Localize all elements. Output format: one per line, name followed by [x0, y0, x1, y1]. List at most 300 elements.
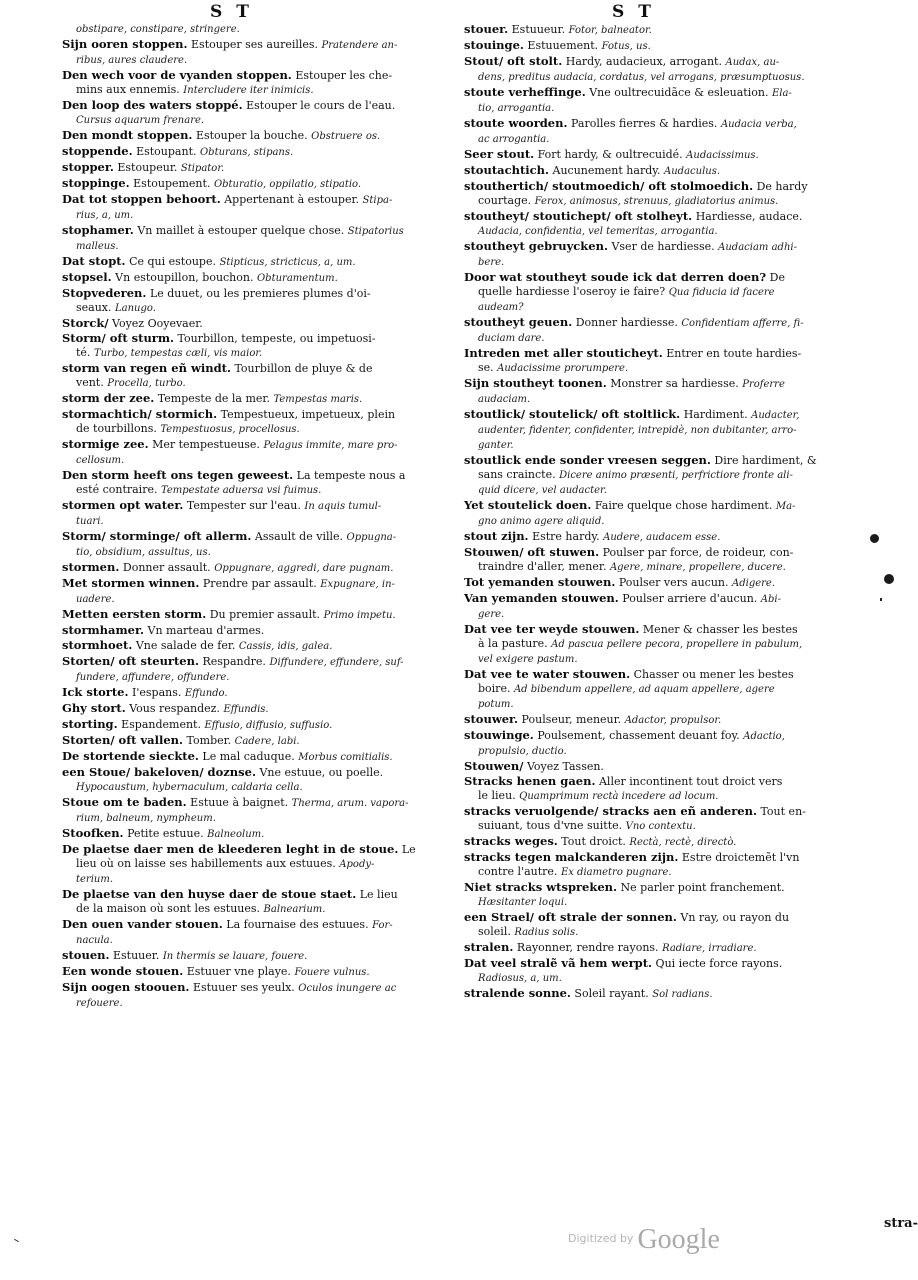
french-gloss: Poulser arriere d'aucun. — [622, 592, 758, 605]
headword: stralende sonne. — [464, 986, 571, 1000]
headword: stoppinge. — [62, 176, 130, 190]
latin-gloss: Agere, minare, propellere, ducere. — [609, 562, 786, 573]
dictionary-line — [62, 545, 460, 560]
latin-gloss: Vno contextu. — [625, 821, 696, 832]
dictionary-line — [464, 300, 858, 315]
dictionary-line — [464, 346, 858, 361]
headword: stoute verheffinge. — [464, 85, 586, 99]
headword: stormachtich/ stormich. — [62, 407, 218, 421]
latin-gloss: Audax, au- — [725, 57, 780, 68]
french-gloss: suiuant, tous d'vne suitte. — [478, 819, 623, 832]
latin-gloss: Confidentiam afferre, fi- — [681, 318, 804, 329]
latin-gloss: cellosum. — [76, 455, 125, 466]
french-gloss: Poulser vers aucun. — [618, 576, 729, 589]
french-gloss: le lieu. — [478, 789, 516, 802]
headword: stoutlick/ stoutelick/ oft stoltlick. — [464, 407, 681, 421]
dictionary-line — [62, 22, 460, 37]
latin-gloss: audenter, fidenter, confidenter, intrepidè, non dubitanter, arro- — [478, 425, 797, 436]
french-gloss: Estuuer ses yeulx. — [192, 981, 295, 994]
dictionary-line — [464, 774, 858, 789]
dictionary-line — [62, 98, 460, 113]
french-gloss: Parolles fierres & hardies. — [570, 117, 718, 130]
latin-gloss: Fotor, balneator. — [568, 25, 652, 36]
dictionary-line — [464, 956, 858, 971]
french-gloss: Espandement. — [121, 718, 201, 731]
headword: stoutlick ende sonder vreesen seggen. — [464, 453, 711, 467]
headword: stouwer. — [464, 712, 519, 726]
headword: Storck/ — [62, 316, 109, 330]
latin-gloss: Stipator. — [180, 163, 225, 174]
french-gloss: Le duuet, ou les premieres plumes d'oi- — [149, 287, 371, 300]
dictionary-line — [62, 422, 460, 437]
dictionary-line — [464, 194, 858, 209]
french-gloss: seaux. — [76, 301, 112, 314]
dictionary-line — [62, 529, 460, 545]
dictionary-line — [464, 70, 858, 85]
dictionary-line — [62, 468, 460, 483]
headword: Stouwen/ — [464, 759, 524, 773]
french-gloss: I'espans. — [132, 686, 182, 699]
french-gloss: Tempestueux, impetueux, plein — [220, 408, 396, 421]
latin-gloss: Procella, turbo. — [107, 378, 186, 389]
dictionary-line — [62, 128, 460, 144]
dictionary-line — [464, 545, 858, 560]
latin-gloss: quid dicere, vel audacter. — [478, 485, 607, 496]
latin-gloss: malleus. — [76, 241, 119, 252]
latin-gloss: Abi- — [760, 594, 781, 605]
dictionary-line — [464, 315, 858, 331]
latin-gloss: Audaculus. — [664, 166, 721, 177]
french-gloss: Assault de ville. — [254, 530, 344, 543]
headword: Stopvederen. — [62, 286, 147, 300]
ink-blot — [884, 574, 894, 584]
headword: Door wat stoutheyt soude ick dat derren doen? — [464, 270, 767, 284]
french-gloss: Prendre par assault. — [202, 577, 317, 590]
dictionary-line — [62, 208, 460, 223]
french-gloss: Hardiment. — [683, 408, 748, 421]
headword: stoute woorden. — [464, 116, 568, 130]
running-head-right: S T — [612, 2, 655, 22]
french-gloss: Estuuer vne playe. — [186, 965, 291, 978]
french-gloss: Hardiesse, audace. — [695, 210, 803, 223]
latin-gloss: Stipa- — [362, 195, 393, 206]
dictionary-line — [62, 176, 460, 192]
headword: stormen opt water. — [62, 498, 184, 512]
french-gloss: La tempeste nous a — [296, 469, 406, 482]
dictionary-line — [464, 880, 858, 895]
dictionary-line — [464, 101, 858, 116]
latin-gloss: potum. — [478, 699, 514, 710]
dictionary-line — [62, 795, 460, 811]
latin-gloss: Pelagus immite, mare pro- — [263, 440, 398, 451]
french-gloss: De — [769, 271, 785, 284]
dictionary-line — [464, 147, 858, 163]
french-gloss: Soleil rayant. — [574, 987, 649, 1000]
dictionary-line — [464, 85, 858, 101]
latin-gloss: Audaciam adhi- — [718, 242, 797, 253]
french-gloss: Hardy, audacieux, arrogant. — [565, 55, 722, 68]
dictionary-line — [62, 560, 460, 576]
latin-gloss: vel exigere pastum. — [478, 654, 578, 665]
french-gloss: Vne salade de fer. — [135, 639, 236, 652]
latin-gloss: Ferox, animosus, strenuus, gladiatorius animus. — [534, 196, 779, 207]
latin-gloss: Audacissime prorumpere. — [497, 363, 629, 374]
dictionary-line — [464, 895, 858, 910]
french-gloss: Appertenant à estouper. — [224, 193, 360, 206]
latin-gloss: Expugnare, in- — [320, 579, 395, 590]
french-gloss: Le — [401, 843, 416, 856]
french-gloss: Tout en- — [760, 805, 806, 818]
latin-gloss: Audere, audacem esse. — [603, 532, 721, 543]
dictionary-line — [62, 717, 460, 733]
running-head-left: S T — [210, 2, 253, 22]
headword: stracks weges. — [464, 834, 558, 848]
dictionary-line — [464, 255, 858, 270]
dictionary-line — [464, 498, 858, 514]
dictionary-line — [62, 948, 460, 964]
latin-gloss: rium, balneum, nympheum. — [76, 813, 216, 824]
headword: Ick storte. — [62, 685, 129, 699]
dictionary-line — [464, 940, 858, 956]
headword: stophamer. — [62, 223, 134, 237]
french-gloss: Ne parler point franchement. — [620, 881, 785, 894]
french-gloss: Vous respandez. — [129, 702, 220, 715]
french-gloss: Qui iecte force rayons. — [655, 957, 783, 970]
dictionary-line — [62, 933, 460, 948]
dictionary-line — [62, 270, 460, 286]
french-gloss: Tourbillon de pluye & de — [234, 362, 373, 375]
french-gloss: Poulseur, meneur. — [521, 713, 622, 726]
dictionary-line — [62, 670, 460, 685]
french-gloss: de la maison où sont les estuues. — [76, 902, 261, 915]
dictionary-line — [62, 749, 460, 765]
latin-gloss: Tempestuosus, procellosus. — [160, 424, 300, 435]
dictionary-line — [464, 22, 858, 38]
dictionary-line — [62, 160, 460, 176]
latin-gloss: Turbo, tempestas cæli, vis maior. — [93, 348, 263, 359]
dictionary-line — [62, 685, 460, 701]
latin-gloss: gere. — [478, 609, 505, 620]
latin-gloss: Ex diametro pugnare. — [560, 867, 672, 878]
dictionary-line — [62, 811, 460, 826]
dictionary-line — [62, 254, 460, 270]
french-gloss: Vn marteau d'armes. — [147, 624, 265, 637]
french-gloss: courtage. — [478, 194, 532, 207]
dictionary-line — [464, 622, 858, 637]
latin-gloss: Obstruere os. — [311, 131, 381, 142]
dictionary-line — [62, 857, 460, 872]
dictionary-line — [62, 623, 460, 638]
dictionary-line — [464, 361, 858, 376]
french-gloss: boire. — [478, 682, 511, 695]
dictionary-line — [464, 116, 858, 132]
headword: stracks tegen malckanderen zijn. — [464, 850, 679, 864]
french-gloss: Tourbillon, tempeste, ou impetuosi- — [177, 332, 376, 345]
dictionary-line — [464, 744, 858, 759]
headword: De plaetse van den huyse daer de stoue staet. — [62, 887, 357, 901]
dictionary-line — [62, 453, 460, 468]
latin-gloss: In aquis tumul- — [304, 501, 382, 512]
latin-gloss: In thermis se lauare, fouere. — [162, 951, 308, 962]
french-gloss: La fournaise des estuues. — [226, 918, 369, 931]
latin-gloss: propulsio, ductio. — [478, 746, 567, 757]
dictionary-line — [464, 376, 858, 392]
french-gloss: De hardy — [756, 180, 808, 193]
dictionary-line — [464, 637, 858, 652]
headword: Sijn oogen stoouen. — [62, 980, 190, 994]
french-gloss: Faire quelque chose hardiment. — [594, 499, 773, 512]
headword: stoutheyt gebruycken. — [464, 239, 608, 253]
headword: stormhoet. — [62, 638, 133, 652]
latin-gloss: Oculos inungere ac — [298, 983, 397, 994]
headword: Sijn ooren stoppen. — [62, 37, 188, 51]
french-gloss: Rayonner, rendre rayons. — [516, 941, 659, 954]
headword: Metten eersten storm. — [62, 607, 207, 621]
french-gloss: soleil. — [478, 925, 511, 938]
headword: Niet stracks wtspreken. — [464, 880, 618, 894]
headword: storm van regen eñ windt. — [62, 361, 231, 375]
french-gloss: mins aux ennemis. — [76, 83, 180, 96]
dictionary-line — [464, 591, 858, 607]
dictionary-line — [464, 652, 858, 667]
french-gloss: Estuuement. — [527, 39, 599, 52]
latin-gloss: Fotus, us. — [601, 41, 651, 52]
headword: stormhamer. — [62, 623, 144, 637]
dictionary-line — [464, 850, 858, 865]
headword: De plaetse daer men de kleederen leght in de stoue. — [62, 842, 399, 856]
headword: stopper. — [62, 160, 114, 174]
dictionary-line — [62, 980, 460, 996]
dictionary-line — [464, 453, 858, 468]
ink-speck — [880, 598, 882, 601]
dictionary-line — [62, 361, 460, 376]
french-gloss: Tempeste de la mer. — [157, 392, 270, 405]
dictionary-line — [464, 224, 858, 239]
dictionary-line — [464, 789, 858, 804]
dictionary-line — [62, 301, 460, 316]
french-gloss: Aller incontinent tout droict vers — [598, 775, 783, 788]
dictionary-line — [62, 376, 460, 391]
latin-gloss: Dicere animo præsenti, perfrictiore fronte ali- — [559, 470, 793, 481]
french-gloss: Du premier assault. — [209, 608, 321, 621]
latin-gloss: Stipatorius — [347, 226, 404, 237]
google-logo: Google — [637, 1224, 720, 1255]
french-gloss: Estouper le cours de l'eau. — [246, 99, 396, 112]
dictionary-line — [62, 239, 460, 254]
french-gloss: traindre d'aller, mener. — [478, 560, 607, 573]
dictionary-line — [464, 407, 858, 423]
dictionary-line — [464, 682, 858, 697]
latin-gloss: Qua fiducia id facere — [668, 287, 775, 298]
french-gloss: à la pasture. — [478, 637, 548, 650]
headword: Ghy stort. — [62, 701, 126, 715]
latin-gloss: nacula. — [76, 935, 113, 946]
french-gloss: Dire hardiment, & — [714, 454, 817, 467]
dictionary-line — [62, 964, 460, 980]
french-gloss: Donner hardiesse. — [575, 316, 678, 329]
headword: Dat stopt. — [62, 254, 126, 268]
french-gloss: té. — [76, 346, 91, 359]
latin-gloss: Rectà, rectè, directò. — [629, 837, 737, 848]
dictionary-line — [62, 113, 460, 128]
latin-gloss: Balnearium. — [263, 904, 326, 915]
french-gloss: quelle hardiesse l'oseroy ie faire? — [478, 285, 666, 298]
latin-gloss: Quamprimum rectà incedere ad locum. — [519, 791, 719, 802]
headword: Met stormen winnen. — [62, 576, 200, 590]
headword: Den mondt stoppen. — [62, 128, 193, 142]
french-gloss: Estuuer. — [113, 949, 160, 962]
dictionary-line — [464, 468, 858, 483]
french-gloss: contre l'autre. — [478, 865, 558, 878]
dictionary-line — [62, 407, 460, 422]
latin-gloss: Audacia verba, — [720, 119, 797, 130]
dictionary-line — [62, 483, 460, 498]
headword: Seer stout. — [464, 147, 535, 161]
dictionary-line — [62, 996, 460, 1011]
latin-gloss: ac arrogantia. — [478, 134, 550, 145]
headword: Dat veel stralẽ vã hem werpt. — [464, 956, 653, 970]
headword: Den loop des waters stoppé. — [62, 98, 243, 112]
dictionary-line — [464, 759, 858, 774]
headword: Yet stoutelick doen. — [464, 498, 592, 512]
dictionary-line — [464, 575, 858, 591]
headword: stoutachtich. — [464, 163, 549, 177]
left-column — [62, 22, 460, 1011]
latin-gloss: bere. — [478, 257, 505, 268]
watermark-prefix: Digitized by — [568, 1232, 634, 1245]
dictionary-line — [62, 514, 460, 529]
latin-gloss: Ma- — [775, 501, 796, 512]
latin-gloss: tuari. — [76, 516, 104, 527]
dictionary-line — [464, 712, 858, 728]
french-gloss: esté contraire. — [76, 483, 158, 496]
latin-gloss: Morbus comitialis. — [298, 752, 393, 763]
french-gloss: lieu où on laisse ses habillements aux estuues. — [76, 857, 336, 870]
dictionary-line — [62, 68, 460, 83]
dictionary-line — [62, 331, 460, 346]
french-gloss: Petite estuue. — [127, 827, 204, 840]
french-gloss: Vn maillet à estouper quelque chose. — [137, 224, 345, 237]
headword: stoutheyt/ stoutichept/ oft stolheyt. — [464, 209, 693, 223]
latin-gloss: duciam dare. — [478, 333, 545, 344]
latin-gloss: Audacia, confidentia, vel temeritas, arrogantia. — [478, 226, 718, 237]
headword: stouthertich/ stoutmoedich/ oft stolmoedich. — [464, 179, 754, 193]
dictionary-line — [62, 37, 460, 53]
french-gloss: Voyez Tassen. — [526, 760, 604, 773]
french-gloss: Estoupement. — [133, 177, 211, 190]
latin-gloss: tio, obsidium, assultus, us. — [76, 547, 211, 558]
dictionary-line — [464, 392, 858, 407]
latin-gloss: ribus, aures claudere. — [76, 55, 188, 66]
french-gloss: Estuueur. — [511, 23, 566, 36]
french-gloss: Vser de hardiesse. — [611, 240, 715, 253]
digitization-watermark — [568, 1224, 720, 1256]
latin-gloss: dens, preditus audacia, cordatus, vel arrogans, præsumptuosus. — [478, 72, 805, 83]
dictionary-line — [62, 826, 460, 842]
headword: stoppende. — [62, 144, 133, 158]
latin-gloss: Effusio, diffusio, suffusio. — [204, 720, 333, 731]
dictionary-line — [464, 865, 858, 880]
right-column — [464, 22, 858, 1002]
headword: Den wech voor de vyanden stoppen. — [62, 68, 292, 82]
french-gloss: vent. — [76, 376, 104, 389]
headword: stracks veruolgende/ stracks aen eñ anderen. — [464, 804, 757, 818]
dictionary-line — [62, 192, 460, 208]
latin-gloss: Radius solis. — [514, 927, 579, 938]
dictionary-line — [62, 733, 460, 749]
dictionary-line — [464, 270, 858, 285]
french-gloss: Ce qui estoupe. — [129, 255, 216, 268]
dictionary-line — [62, 917, 460, 933]
headword: Den storm heeft ons tegen geweest. — [62, 468, 294, 482]
headword: stouer. — [464, 22, 509, 36]
latin-gloss: Cassis, idis, galea. — [238, 641, 333, 652]
dictionary-line — [62, 607, 460, 623]
catchword: stra- — [884, 1216, 918, 1231]
headword: stouinge. — [464, 38, 524, 52]
latin-gloss: obstipare, constipare, stringere. — [76, 24, 240, 35]
headword: Stoofken. — [62, 826, 124, 840]
latin-gloss: Stipticus, stricticus, a, um. — [219, 257, 356, 268]
dictionary-line — [62, 902, 460, 917]
french-gloss: Fort hardy, & oultrecuidé. — [537, 148, 683, 161]
latin-gloss: Ad pascua pellere pecora, propellere in pabulum, — [551, 639, 803, 650]
headword: stormige zee. — [62, 437, 149, 451]
headword: Storm/ storminge/ oft allerm. — [62, 529, 252, 543]
headword: een Stoue/ bakeloven/ doznse. — [62, 765, 256, 779]
latin-gloss: Hypocaustum, hybernaculum, caldaria cella. — [76, 782, 303, 793]
latin-gloss: Cadere, labi. — [234, 736, 300, 747]
dictionary-line — [62, 780, 460, 795]
french-gloss: Poulser par force, de roideur, con- — [602, 546, 794, 559]
headword: Storten/ oft steurten. — [62, 654, 199, 668]
french-gloss: Tempester sur l'eau. — [186, 499, 301, 512]
french-gloss: Estoupant. — [136, 145, 197, 158]
dictionary-line — [464, 132, 858, 147]
french-gloss: Donner assault. — [122, 561, 211, 574]
dictionary-line — [464, 560, 858, 575]
french-gloss: se. — [478, 361, 494, 374]
dictionary-line — [464, 728, 858, 744]
latin-gloss: Primo impetu. — [323, 610, 396, 621]
latin-gloss: For- — [372, 920, 393, 931]
latin-gloss: Sol radians. — [652, 989, 713, 1000]
dictionary-line — [62, 701, 460, 717]
headword: stralen. — [464, 940, 514, 954]
latin-gloss: Ela- — [771, 88, 792, 99]
latin-gloss: Pratendere an- — [321, 40, 398, 51]
headword: stouwinge. — [464, 728, 534, 742]
dictionary-line — [464, 514, 858, 529]
french-gloss: Monstrer sa hardiesse. — [610, 377, 739, 390]
dictionary-line — [464, 438, 858, 453]
latin-gloss: Proferre — [742, 379, 785, 390]
french-gloss: Vn ray, ou rayon du — [680, 911, 790, 924]
latin-gloss: Adactor, propulsor. — [624, 715, 722, 726]
latin-gloss: Cursus aquarum frenare. — [76, 115, 205, 126]
headword: Sijn stoutheyt toonen. — [464, 376, 607, 390]
latin-gloss: uadere. — [76, 594, 115, 605]
french-gloss: Chasser ou mener les bestes — [633, 668, 794, 681]
dictionary-line — [464, 925, 858, 940]
ink-speck — [14, 1239, 19, 1242]
french-gloss: Le lieu — [359, 888, 398, 901]
headword: een Strael/ oft strale der sonnen. — [464, 910, 677, 924]
french-gloss: Vne estuue, ou poelle. — [259, 766, 384, 779]
french-gloss: Le mal caduque. — [202, 750, 295, 763]
headword: Storm/ oft sturm. — [62, 331, 175, 345]
dictionary-line — [62, 576, 460, 592]
